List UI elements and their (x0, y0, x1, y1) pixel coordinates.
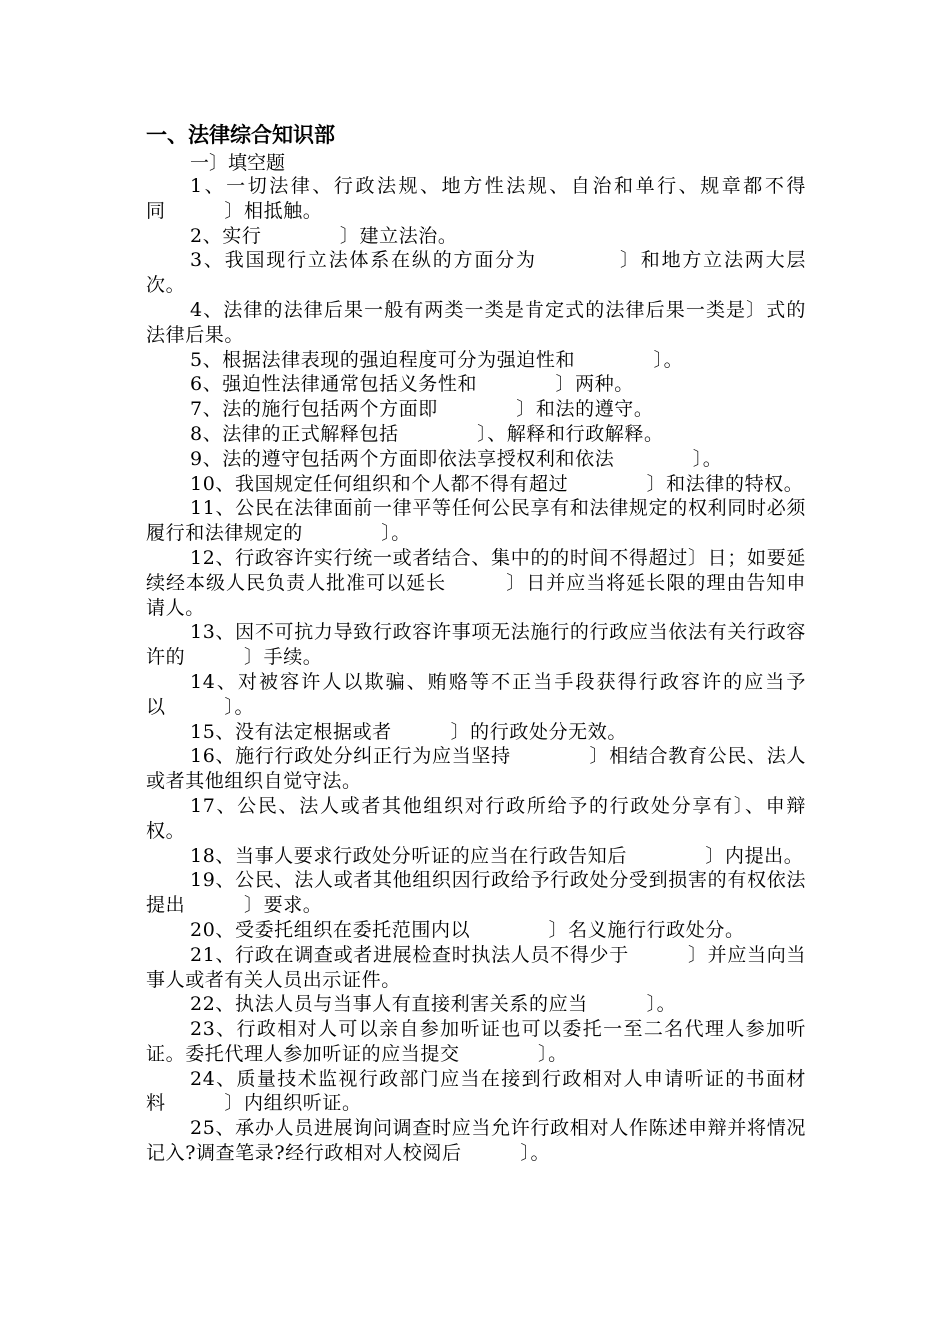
question-item: 21、行政在调查或者进展检查时执法人员不得少于 〕并应当向当事人或者有关人员出示证件。 (146, 943, 806, 991)
question-item: 6、强迫性法律通常包括义务性和 〕两种。 (190, 373, 634, 396)
question-item: 22、执法人员与当事人有直接利害关系的应当 〕。 (190, 993, 677, 1016)
question-item: 11、公民在法律面前一律平等任何公民享有和法律规定的权利同时必须履行和法律规定的 〕。 (146, 497, 806, 545)
question-item: 4、法律的法律后果一般有两类一类是肯定式的法律后果一类是〕式的法律后果。 (146, 298, 806, 346)
question-item: 12、行政容许实行统一或者结合、集中的的时间不得超过〕日；如要延续经本级人民负责人批准可以延长 〕日并应当将延长限的理由告知申请人。 (146, 546, 806, 619)
question-item: 8、法律的正式解释包括 〕、解释和行政解释。 (190, 422, 664, 445)
question-item: 16、施行行政处分纠正行为应当坚持 〕相结合教育公民、法人或者其他组织自觉守法。 (146, 745, 806, 793)
question-item: 7、法的施行包括两个方面即 〕和法的遵守。 (190, 398, 654, 421)
question-item: 25、承办人员进展询问调查时应当允许行政相对人作陈述申辩并将情况记入?调查笔录?经行政相对人校阅后 〕。 (146, 1117, 806, 1165)
section-title: 一、法律综合知识部 (146, 123, 335, 147)
question-item: 19、公民、法人或者其他组织因行政给予行政处分受到损害的有权依法提出 〕要求。 (146, 869, 806, 917)
question-item: 10、我国规定任何组织和个人都不得有超过 〕和法律的特权。 (190, 472, 804, 495)
question-item: 24、质量技术监视行政部门应当在接到行政相对人申请听证的书面材料 〕内组织听证。 (146, 1067, 806, 1115)
question-item: 18、当事人要求行政处分听证的应当在行政告知后 〕内提出。 (190, 844, 804, 867)
question-item: 23、行政相对人可以亲自参加听证也可以委托一至二名代理人参加听证。委托代理人参加听证的应当提交 〕。 (146, 1018, 806, 1065)
question-item: 13、因不可抗力导致行政容许事项无法施行的行政应当依法有关行政容许的 〕手续。 (146, 621, 806, 669)
question-item: 14、对被容许人以欺骗、贿赂等不正当手段获得行政容许的应当予以 〕。 (146, 670, 806, 718)
question-item: 5、根据法律表现的强迫程度可分为强迫性和 〕。 (190, 348, 684, 371)
subsection-title: 一〕填空题 (190, 152, 286, 174)
question-item: 20、受委托组织在委托范围内以 〕名义施行行政处分。 (190, 918, 745, 941)
question-item: 15、没有法定根据或者 〕的行政处分无效。 (190, 720, 627, 743)
question-item: 9、法的遵守包括两个方面即依法享授权利和依法 〕。 (190, 447, 723, 470)
question-item: 3、我国现行立法体系在纵的方面分为 〕和地方立法两大层次。 (146, 249, 806, 297)
question-item: 2、实行 〕建立法治。 (190, 224, 458, 247)
question-item: 17、公民、法人或者其他组织对行政所给予的行政处分享有〕、申辩权。 (146, 794, 806, 842)
question-item: 1、一切法律、行政法规、地方性法规、自治和单行、规章都不得同 〕相抵触。 (146, 175, 806, 222)
question-list (146, 174, 806, 1166)
